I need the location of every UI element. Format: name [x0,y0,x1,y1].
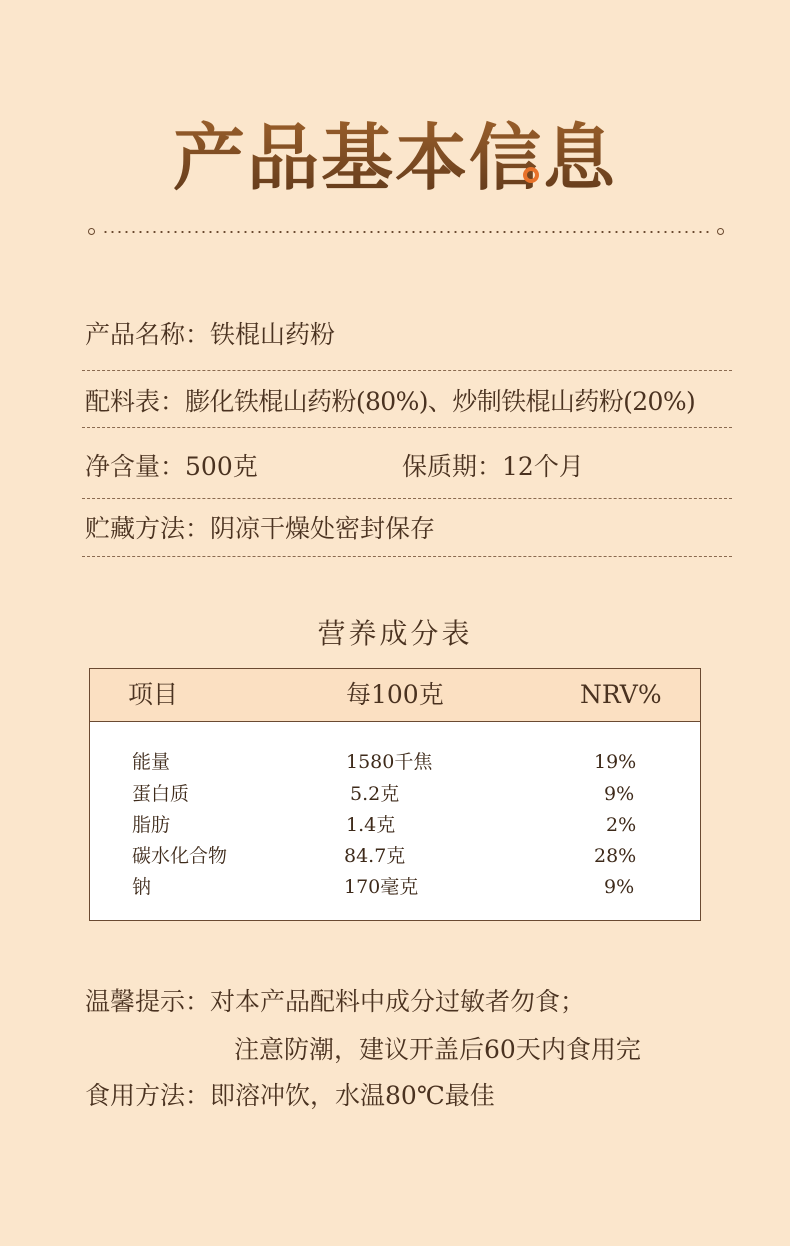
cell-item: 脂肪 [132,814,171,836]
table-row [90,841,700,872]
info-divider [82,370,732,372]
header-item: 项目 [128,680,179,709]
info-row-product-name [85,318,335,352]
warm-tip-line2: 注意防潮，建议开盖后60天内食用完 [234,1035,641,1064]
info-value: 12个月 [502,452,584,481]
cell-per100: 1580千焦 [346,751,433,773]
info-value: 铁棍山药粉 [210,320,336,349]
usage-method [85,1079,495,1113]
usage-label: 食用方法： [85,1081,211,1110]
info-row-net-content [85,450,258,484]
info-label: 净含量： [85,452,186,481]
info-row-ingredients [85,385,695,419]
cell-nrv: 2% [606,814,637,836]
info-value: 膨化铁棍山药粉(80%)、炒制铁棍山药粉(20%) [185,387,696,416]
cell-nrv: 19% [594,751,637,773]
cell-item: 碳水化合物 [132,845,228,867]
info-row-shelf-life [402,450,584,484]
divider-dots [102,231,710,233]
cell-per100: 84.7克 [344,845,406,867]
nutrition-table-header [90,669,700,722]
cell-item: 钠 [132,876,152,898]
cell-item: 能量 [132,751,171,773]
nutrition-title: 营养成分表 [317,617,473,650]
cell-nrv: 9% [604,876,635,898]
cell-nrv: 9% [604,783,635,805]
table-row [90,810,700,841]
info-row-storage [85,512,435,546]
table-row [90,747,700,778]
info-label: 配料表： [85,387,186,416]
cell-item: 蛋白质 [132,783,190,805]
info-value: 500克 [185,452,258,481]
table-row [90,779,700,810]
cell-per100: 170毫克 [344,876,419,898]
page-title: 产品基本信息 [0,108,790,208]
info-divider [82,498,732,500]
table-row [90,872,700,903]
warm-tip-label: 温馨提示： [85,987,211,1016]
info-divider [82,427,732,429]
header-per100: 每100克 [346,680,444,709]
info-value: 阴凉干燥处密封保存 [210,514,436,543]
warm-tip-line1: 对本产品配料中成分过敏者勿食； [210,987,586,1016]
info-label: 保质期： [402,452,503,481]
title-accent-ring [523,167,539,183]
cell-nrv: 28% [594,845,637,867]
warm-tip [85,985,585,1019]
nutrition-table [89,668,701,921]
cell-per100: 5.2克 [350,783,400,805]
info-label: 贮藏方法： [85,514,211,543]
cell-per100: 1.4克 [346,814,396,836]
header-nrv: NRV% [580,680,662,709]
info-divider [82,556,732,558]
divider-end-circle [717,228,724,235]
usage-value: 即溶冲饮，水温80℃最佳 [210,1081,495,1110]
title-divider [88,226,724,238]
divider-end-circle [88,228,95,235]
info-label: 产品名称： [85,320,211,349]
